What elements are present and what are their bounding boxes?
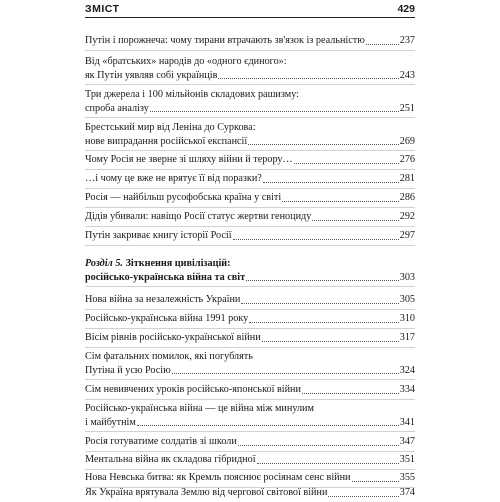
leader-dots xyxy=(248,143,399,145)
leader-dots xyxy=(172,372,399,374)
entry-title: Вісім рівнів російсько-української війни xyxy=(85,332,261,343)
leader-dots xyxy=(262,340,399,342)
running-title: ЗМІСТ xyxy=(85,3,120,15)
entry-title: Сім невивчених уроків російсько-японської війни xyxy=(85,384,301,395)
leader-dots xyxy=(263,181,399,183)
entry-page: 305 xyxy=(399,294,415,305)
toc-entry[interactable] xyxy=(85,121,415,151)
entry-page: 237 xyxy=(399,35,415,46)
entry-title: Російсько-українська війна 1991 року xyxy=(85,313,249,324)
entry-page: 286 xyxy=(399,192,415,203)
entry-title: Ментальна війна як складова гібридної xyxy=(85,454,256,465)
entry-title-line: Російсько-українська війна — це війна між минулим xyxy=(85,403,314,414)
toc-entry[interactable] xyxy=(85,435,415,452)
entry-title: Путіна й усю Росію xyxy=(85,364,171,376)
entry-page: 297 xyxy=(399,230,415,241)
leader-dots xyxy=(249,321,398,323)
entry-page: 317 xyxy=(399,332,415,343)
leader-dots xyxy=(246,279,399,281)
leader-dots xyxy=(238,444,399,446)
entry-title: і майбутнім xyxy=(85,416,136,428)
entry-title-line: Від «братських» народів до «одного єдиного»: xyxy=(85,56,287,67)
entry-title: Дідів убивали: навіщо Росії статус жертви геноциду xyxy=(85,211,312,222)
entry-title: Як Україна врятувала Землю від чергової світової війни xyxy=(85,487,328,498)
toc-entry[interactable] xyxy=(85,331,415,348)
entry-page: 276 xyxy=(399,154,415,165)
leader-dots xyxy=(137,424,399,426)
entry-title: Нова Невська битва: як Кремль пояснює росіянам сенс війни xyxy=(85,472,351,483)
section-title: російсько-українська війна та світ xyxy=(85,271,246,283)
entry-page: 251 xyxy=(399,102,415,114)
entry-title: Чому Росія не зверне зі шляху війни й терору… xyxy=(85,154,293,165)
leader-dots xyxy=(328,495,398,497)
entry-title: Путін і порожнеча: чому тирани втрачають зв'язок із реальністю xyxy=(85,35,365,46)
entry-title-line: Три джерела і 100 мільйонів складових рашизму: xyxy=(85,89,299,100)
entry-page: 355 xyxy=(399,472,415,483)
entry-page: 292 xyxy=(399,211,415,222)
entry-page: 269 xyxy=(399,135,415,147)
entry-page: 310 xyxy=(399,313,415,324)
toc-entry[interactable] xyxy=(85,153,415,170)
entry-page: 341 xyxy=(399,416,415,428)
toc-entry[interactable] xyxy=(85,210,415,227)
leader-dots xyxy=(233,238,399,240)
entry-title: …і чому це вже не врятує її від поразки? xyxy=(85,173,262,184)
page-number: 429 xyxy=(397,3,415,15)
leader-dots xyxy=(282,200,399,202)
leader-dots xyxy=(312,219,398,221)
entry-title: спроба аналізу xyxy=(85,102,149,114)
section-page: 303 xyxy=(399,271,415,283)
entry-title: Путін закриває книгу історії Росії xyxy=(85,230,232,241)
entry-title: Нова війна за незалежність України xyxy=(85,294,241,305)
toc-entry[interactable] xyxy=(85,402,415,432)
section-title-line: Зіткнення цивілізацій: xyxy=(125,258,231,269)
leader-dots xyxy=(302,392,399,394)
entry-page: 374 xyxy=(399,487,415,498)
entry-title: Росія — найбільш русофобська країна у світі xyxy=(85,192,282,203)
toc-entry[interactable] xyxy=(85,350,415,380)
entry-title-line: Сім фатальних помилок, які погублять xyxy=(85,351,253,362)
leader-dots xyxy=(150,110,399,112)
entry-page: 334 xyxy=(399,384,415,395)
leader-dots xyxy=(257,462,399,464)
entry-title: як Путін уявляв собі українців xyxy=(85,69,218,81)
toc-entry[interactable] xyxy=(85,229,415,246)
toc-entry[interactable] xyxy=(85,34,415,51)
entry-page: 281 xyxy=(399,173,415,184)
entry-title-line: Брестський мир від Леніна до Суркова: xyxy=(85,122,256,133)
entry-title: нове випрадання російської експансії xyxy=(85,135,248,147)
entry-page: 351 xyxy=(399,454,415,465)
entry-page: 347 xyxy=(399,436,415,447)
toc-entry[interactable] xyxy=(85,312,415,329)
entry-title: Росія готуватиме солдатів зі школи xyxy=(85,436,237,447)
leader-dots xyxy=(241,302,398,304)
page-header xyxy=(85,3,415,18)
entry-page: 324 xyxy=(399,364,415,376)
toc-section-heading[interactable] xyxy=(85,257,415,287)
section-prefix: Розділ 5. xyxy=(85,258,123,269)
toc-entry[interactable] xyxy=(85,486,415,502)
toc-entry[interactable] xyxy=(85,293,415,310)
toc-entry[interactable] xyxy=(85,172,415,189)
toc-entry[interactable] xyxy=(85,55,415,85)
leader-dots xyxy=(352,480,399,482)
leader-dots xyxy=(294,162,399,164)
leader-dots xyxy=(218,77,398,79)
toc-entry[interactable] xyxy=(85,191,415,208)
toc-entry[interactable] xyxy=(85,383,415,400)
toc-entry[interactable] xyxy=(85,453,415,470)
entry-page: 243 xyxy=(399,69,415,81)
leader-dots xyxy=(366,43,399,45)
toc-entry[interactable] xyxy=(85,88,415,118)
